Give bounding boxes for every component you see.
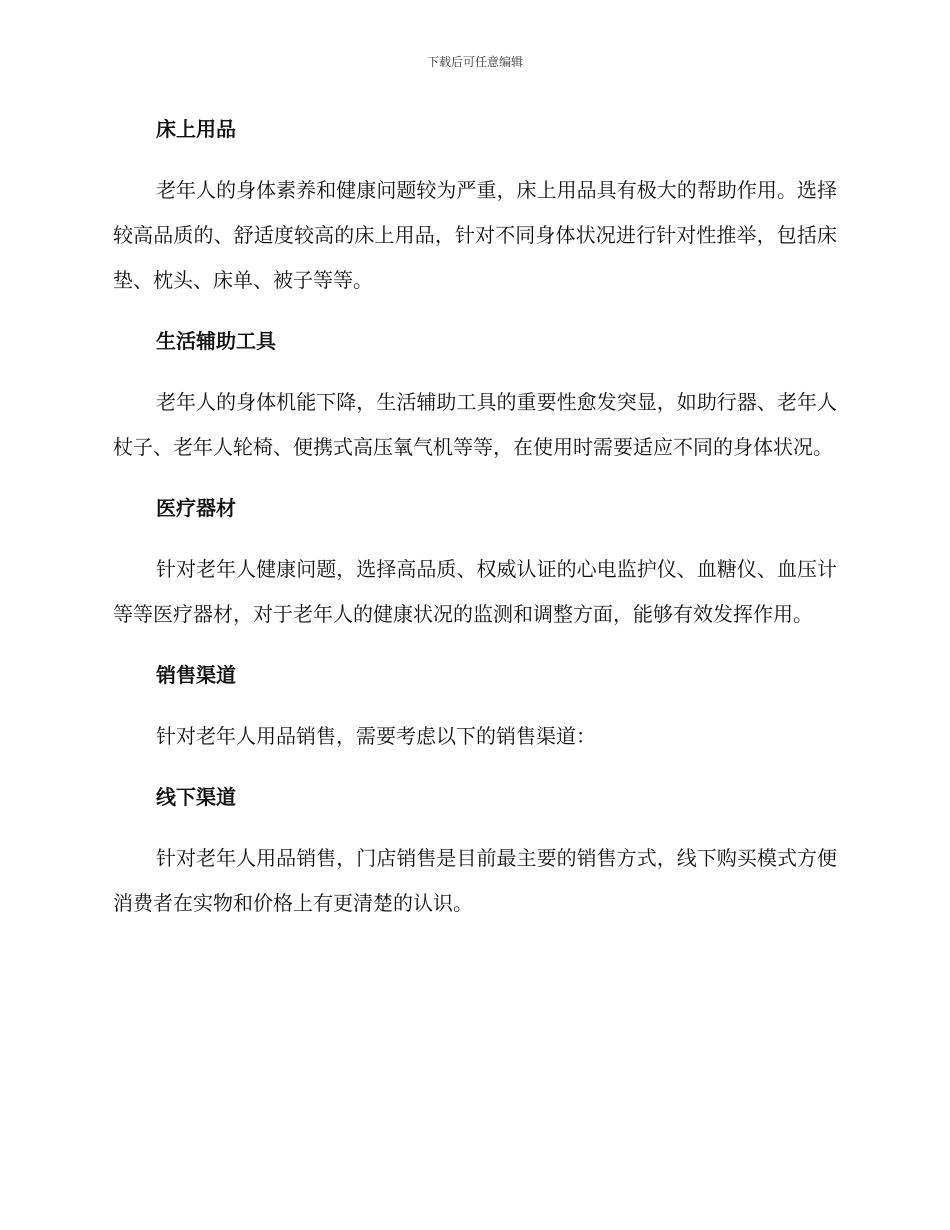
document-body [113, 112, 837, 947]
section-heading-offline-channels: 线下渠道 [156, 785, 236, 809]
section-heading-daily-aids: 生活辅助工具 [156, 329, 276, 353]
page-header: 下载后可任意编辑 [426, 55, 523, 69]
section-paragraph-daily-aids: 老年人的身体机能下降，生活辅助工具的重要性愈发突显，如助行器、老年人杖子、老年人轮椅、便携式高压氧气机等等，在使用时需要适应不同的身体状况。 [113, 390, 837, 459]
section-heading-sales-channels: 销售渠道 [156, 663, 236, 687]
section-paragraph-offline-channels: 针对老年人用品销售，门店销售是目前最主要的销售方式，线下购买模式方便消费者在实物和价格上有更清楚的认识。 [113, 846, 837, 915]
section-paragraph-medical-equipment: 针对老年人健康问题，选择高品质、权威认证的心电监护仪、血糖仪、血压计等等医疗器材，对于老年人的健康状况的监测和调整方面，能够有效发挥作用。 [113, 557, 837, 626]
section-heading-medical-equipment: 医疗器材 [156, 496, 236, 520]
section-paragraph-sales-channels: 针对老年人用品销售，需要考虑以下的销售渠道： [156, 724, 596, 748]
section-paragraph-bedding: 老年人的身体素养和健康问题较为严重，床上用品具有极大的帮助作用。选择较高品质的、舒适度较高的床上用品，针对不同身体状况进行针对性推举，包括床垫、枕头、床单、被子等等。 [113, 178, 837, 292]
section-heading-bedding: 床上用品 [156, 117, 236, 141]
